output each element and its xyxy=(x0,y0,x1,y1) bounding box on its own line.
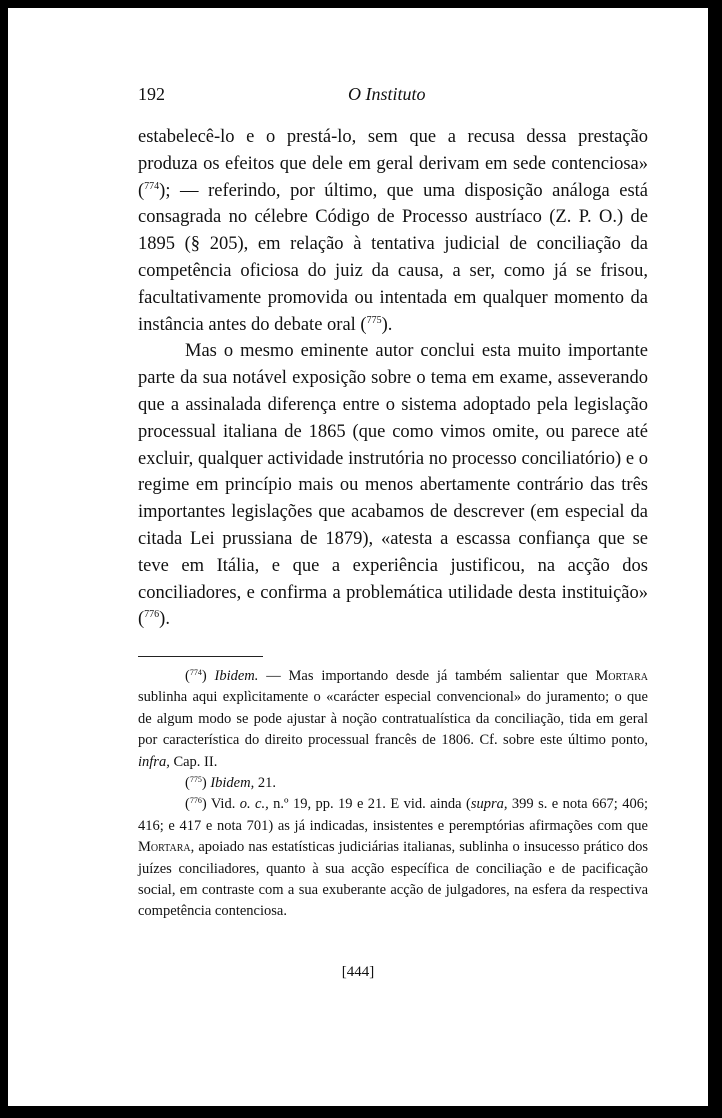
footnote-text: 399 s. e nota 667; 406; 416; e 417 e nota 701) as já indicadas, insistentes e peremptórias afirmações com que xyxy=(138,796,648,834)
author-name: Mortara xyxy=(595,668,648,684)
sheet-number: [444] xyxy=(341,964,375,980)
body-text xyxy=(138,124,648,633)
footnote-text: Cap. II. xyxy=(169,753,218,770)
footnote-infra: infra, xyxy=(138,753,170,770)
footnote-text: sublinha aqui explìcitamente o «carácter especial convencional» do juramento; o que de algum modo se pode ajustar à noção contratualística da conciliação, tida em geral por característica do direito processual francês de 1806. Cf. sobre este último ponto, xyxy=(138,689,648,749)
footnote-oc: o. c., xyxy=(239,796,269,813)
footnote-number: 776 xyxy=(189,796,202,806)
footnote-775: ($^{775}$) Ibidem, 21. xyxy=(185,775,276,792)
footnote-ref-774: 774 xyxy=(144,180,160,192)
paragraph-2-text-b: ). xyxy=(159,609,170,630)
paragraph-1-text-b: ); — referindo, por último, que uma disposição análoga está consagrada no célebre Código de Processo austríaco (Z. P. O.) de 1895 (§ 205), em relação à tentativa judicial de conciliação da competência oficiosa do juiz da causa, a ser, como já se frisou, facultativamente promovida ou intentada em qualquer momento da instância antes do debate oral ( xyxy=(138,180,648,335)
footnote-ibidem: Ibidem. xyxy=(214,668,259,684)
footnote-text: 21. xyxy=(254,775,276,792)
running-title: O Instituto xyxy=(348,84,426,104)
paragraph-1-text-a: estabelecê-lo e o prestá-lo, sem que a recusa dessa prestação produza os efeitos que dele em geral derivam em sede contenciosa» ( xyxy=(138,127,648,201)
footnote-ref-776: 776 xyxy=(144,609,160,621)
author-name: Mortara xyxy=(138,839,191,856)
page-header xyxy=(138,84,558,108)
footnote-ref-775: 775 xyxy=(366,314,382,326)
footnote-ibidem: Ibidem, xyxy=(210,775,255,792)
footnote-text: n.º 19, pp. 19 e 21. E vid. ainda ( xyxy=(268,796,471,813)
paragraph-2-text-a: Mas o mesmo eminente autor conclui esta muito importante parte da sua notável exposição sobre o tema em exame, asseverando que a assinalada diferença entre o sistema adoptado pela legislação processual italiana de 1865 (que como vimos omite, ou parece até excluir, qualquer actividade instrutória no processo conciliatório) e o regime em princípio mais ou menos abertamente contrário das três importantes legislações que acabamos de descrever (em especial da citada Lei prussiana de 1879), «atesta a escassa confiança que se teve em Itália, e que a experiência justificou, na acção dos conciliadores, e confirma a problemática utilidade desta instituição» ( xyxy=(138,341,648,630)
footnote-774: ($^{774}$) Ibidem. — Mas importando desde já também salientar que Mortara sublinha aqui explìcitamente o «carácter especial convencional» do juramento; o que de algum modo se pode ajustar à noção contratualística da conciliação, tida em geral por característica do direito processual francês de 1806. Cf. sobre este último ponto, infra, Cap. II. xyxy=(138,668,648,770)
footnote-divider xyxy=(138,656,263,657)
footnote-text: , apoiado nas estatísticas judiciárias italianas, sublinha o insucesso prático dos juízes conciliadores, quanto à sua acção específica de conciliação e de pacificação social, em contraste com a sua exuberante acção de julgadores, na esfera da respectiva competência contenciosa. xyxy=(138,839,648,920)
paragraph-2 xyxy=(138,338,648,633)
footnote-number: 774 xyxy=(189,668,202,677)
paragraph-1 xyxy=(138,124,648,338)
footnotes xyxy=(138,666,648,923)
book-page xyxy=(8,8,708,1106)
footnote-text: — Mas importando desde já também salientar que xyxy=(258,668,596,684)
footnote-number: 775 xyxy=(189,775,202,785)
paragraph-1-text-c: ). xyxy=(381,314,393,335)
footnote-supra: supra, xyxy=(470,796,508,813)
page-number: 192 xyxy=(138,84,165,104)
footnote-776: ($^{776}$) Vid. o. c., n.º 19, pp. 19 e 21. E vid. ainda (supra, 399 s. e nota 667; 406; 416; e 417 e nota 701) as já indicadas, insistentes e peremptórias afirmações com que Mortara, apoiado nas estatísticas judiciárias italianas, sublinha o insucesso prático dos juízes conciliadores, quanto à sua acção específica de conciliação e de pacificação social, em contraste com a sua exuberante acção de julgadores, na esfera da respectiva competência contenciosa. xyxy=(138,796,648,920)
footnote-text: Vid. xyxy=(210,796,240,813)
